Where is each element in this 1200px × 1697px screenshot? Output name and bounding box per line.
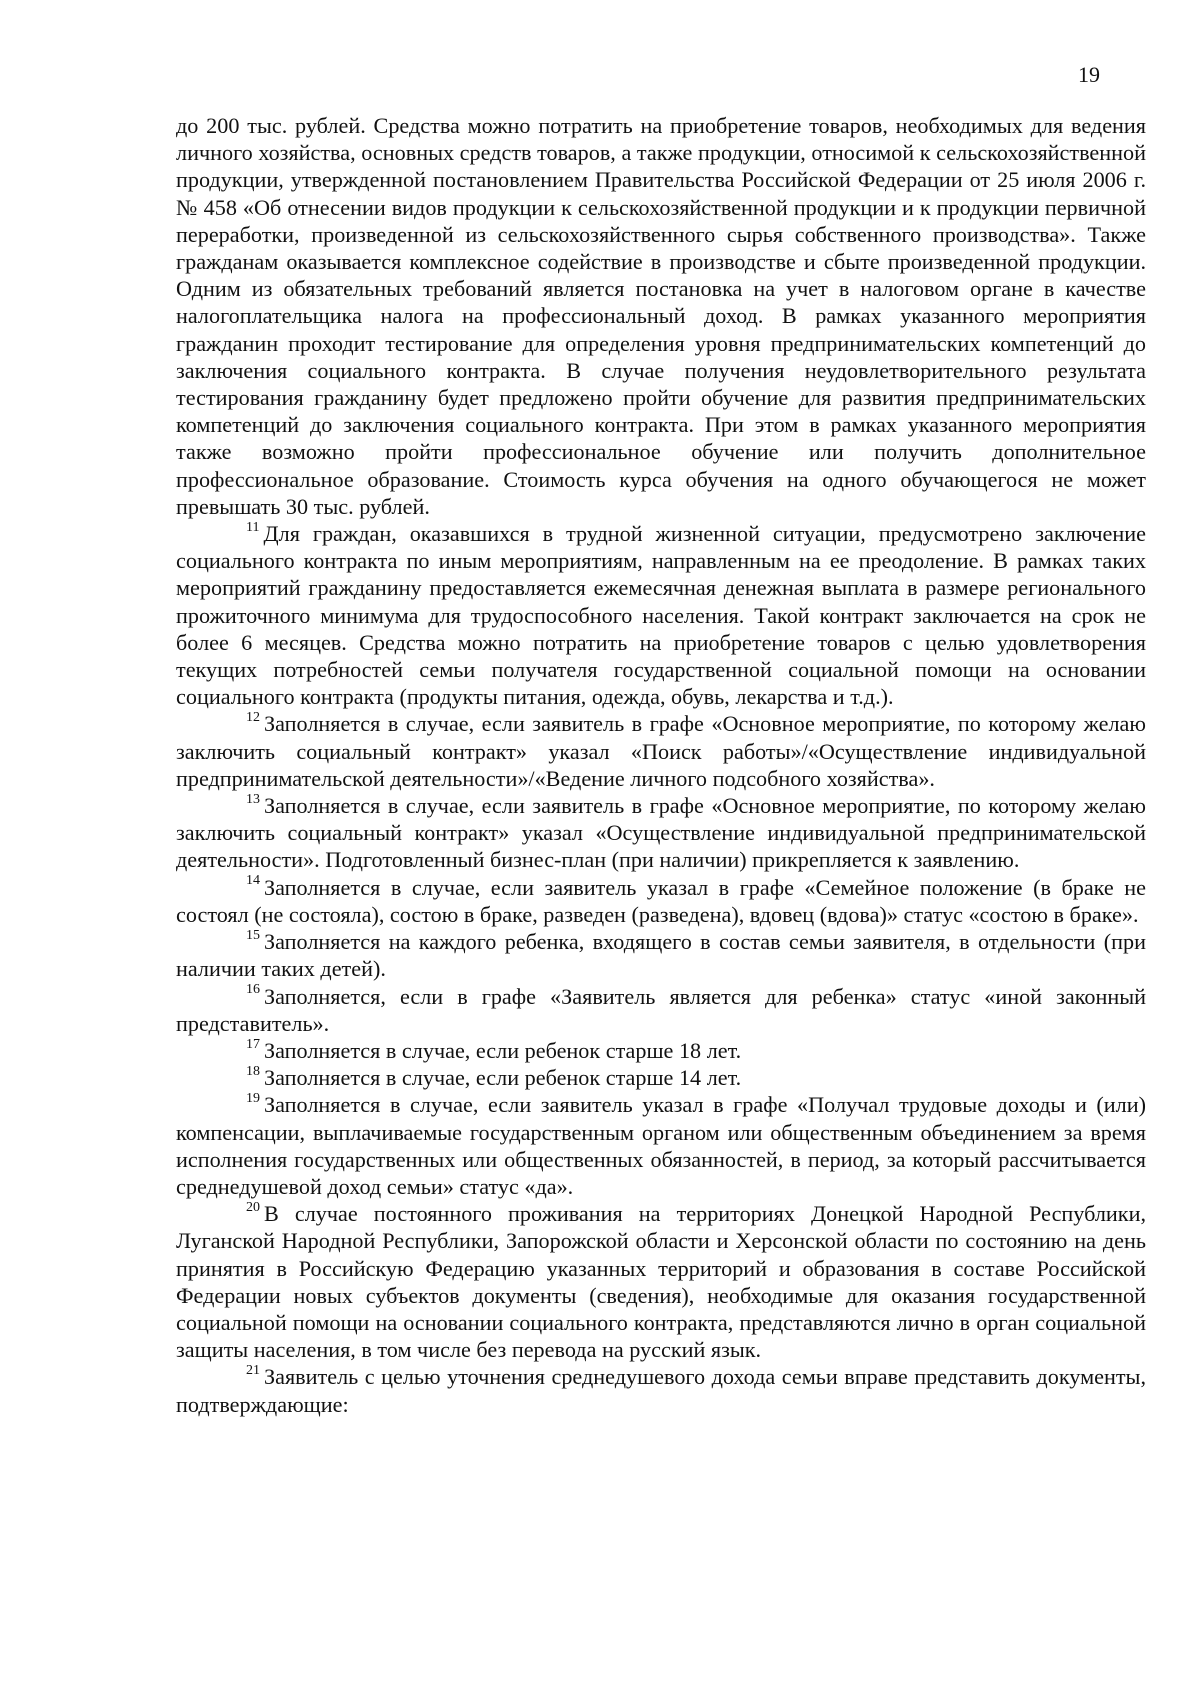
document-body: [176, 112, 1146, 1418]
footnote-14: [176, 874, 1146, 928]
footnote-marker: 18: [246, 1063, 260, 1079]
footnote-text: В случае постоянного проживания на территориях Донецкой Народной Республики, Луганской Народной Республики, Запорожской области и Херсонской области по состоянию на день принятия в Российскую Федерацию указанных территорий и образования в составе Российской Федерации новых субъектов документы (сведения), необходимые для оказания государственной социальной помощи на основании социального контракта, представляются лично в орган социальной защиты населения, в том числе без перевода на русский язык.: [176, 1201, 1146, 1363]
footnote-20: [176, 1200, 1146, 1363]
paragraph-text: до 200 тыс. рублей. Средства можно потратить на приобретение товаров, необходимых для ведения личного хозяйства, основных средств товаров, а также продукции, относимой к сельскохозяйственной продукции, утвержденной постановлением Правительства Российской Федерации от 25 июля 2006 г. № 458 «Об отнесении видов продукции к сельскохозяйственной продукции и к продукции первичной переработки, произведенной из сельскохозяйственного сырья собственного производства». Также гражданам оказывается комплексное содействие в производстве и сбыте произведенной продукции. Одним из обязательных требований является постановка на учет в налоговом органе в качестве налогоплательщика налога на профессиональный доход. В рамках указанного мероприятия гражданин проходит тестирование для определения уровня предпринимательских компетенций до заключения социального контракта. В случае получения неудовлетворительного результата тестирования гражданину будет предложено пройти обучение для развития предпринимательских компетенций до заключения социального контракта. При этом в рамках указанного мероприятия также возможно пройти профессиональное обучение или получить дополнительное профессиональное образование. Стоимость курса обучения на одного обучающегося не может превышать 30 тыс. рублей.: [176, 113, 1146, 519]
page-number: 19: [1078, 62, 1100, 87]
footnote-text: Заявитель с целью уточнения среднедушевого дохода семьи вправе представить документы, подтверждающие:: [176, 1364, 1146, 1417]
footnote-text: Заполняется в случае, если ребенок старше 14 лет.: [264, 1065, 742, 1091]
footnote-text: Заполняется в случае, если заявитель в графе «Основное мероприятие, по которому желаю заключить социальный контракт» указал «Поиск работы»/«Осуществление индивидуальной предпринимательской деятельности»/«Ведение личного подсобного хозяйства».: [176, 711, 1146, 791]
footnote-17: [176, 1037, 1146, 1064]
footnote-21: [176, 1363, 1146, 1417]
footnote-12: [176, 710, 1146, 792]
footnote-16: [176, 983, 1146, 1037]
footnote-19: [176, 1091, 1146, 1200]
footnote-marker: 16: [246, 982, 260, 998]
footnote-marker: 11: [246, 519, 260, 535]
footnote-marker: 17: [246, 1036, 260, 1052]
footnote-marker: 12: [246, 710, 260, 726]
footnote-text: Заполняется в случае, если заявитель указал в графе «Семейное положение (в браке не состоял (не состояла), состою в браке, разведен (разведена), вдовец (вдова)» статус «состою в браке».: [176, 874, 1146, 927]
footnote-marker: 14: [246, 873, 260, 889]
footnote-marker: 15: [246, 927, 260, 943]
footnote-text: Заполняется в случае, если заявитель указал в графе «Получал трудовые доходы и (или) компенсации, выплачиваемые государственным органом или общественным объединением за время исполнения государственных или общественных обязанностей, в период, за который рассчитывается среднедушевой доход семьи» статус «да».: [176, 1092, 1146, 1199]
footnote-text: Заполняется на каждого ребенка, входящего в состав семьи заявителя, в отдельности (при наличии таких детей).: [176, 929, 1146, 982]
footnote-13: [176, 792, 1146, 874]
footnote-15: [176, 928, 1146, 982]
footnote-text: Для граждан, оказавшихся в трудной жизненной ситуации, предусмотрено заключение социального контракта по иным мероприятиям, направленным на ее преодоление. В рамках таких мероприятий гражданину предоставляется ежемесячная денежная выплата в размере регионального прожиточного минимума для трудоспособного населения. Такой контракт заключается на срок не более 6 месяцев. Средства можно потратить на приобретение товаров с целью удовлетворения текущих потребностей семьи получателя государственной социальной помощи на основании социального контракта (продукты питания, одежда, обувь, лекарства и т.д.).: [176, 521, 1146, 710]
footnote-text: Заполняется в случае, если заявитель в графе «Основное мероприятие, по которому желаю заключить социальный контракт» указал «Осуществление индивидуальной предпринимательской деятельности». Подготовленный бизнес-план (при наличии) прикрепляется к заявлению.: [176, 793, 1146, 873]
continued-paragraph: [176, 112, 1146, 520]
footnote-marker: 21: [246, 1362, 260, 1378]
footnote-marker: 20: [246, 1199, 260, 1215]
footnote-11: [176, 520, 1146, 710]
footnote-marker: 19: [246, 1090, 260, 1106]
footnote-18: [176, 1064, 1146, 1091]
footnote-text: Заполняется, если в графе «Заявитель является для ребенка» статус «иной законный представитель».: [176, 983, 1146, 1036]
footnote-text: Заполняется в случае, если ребенок старше 18 лет.: [264, 1037, 742, 1063]
footnote-marker: 13: [246, 791, 260, 807]
